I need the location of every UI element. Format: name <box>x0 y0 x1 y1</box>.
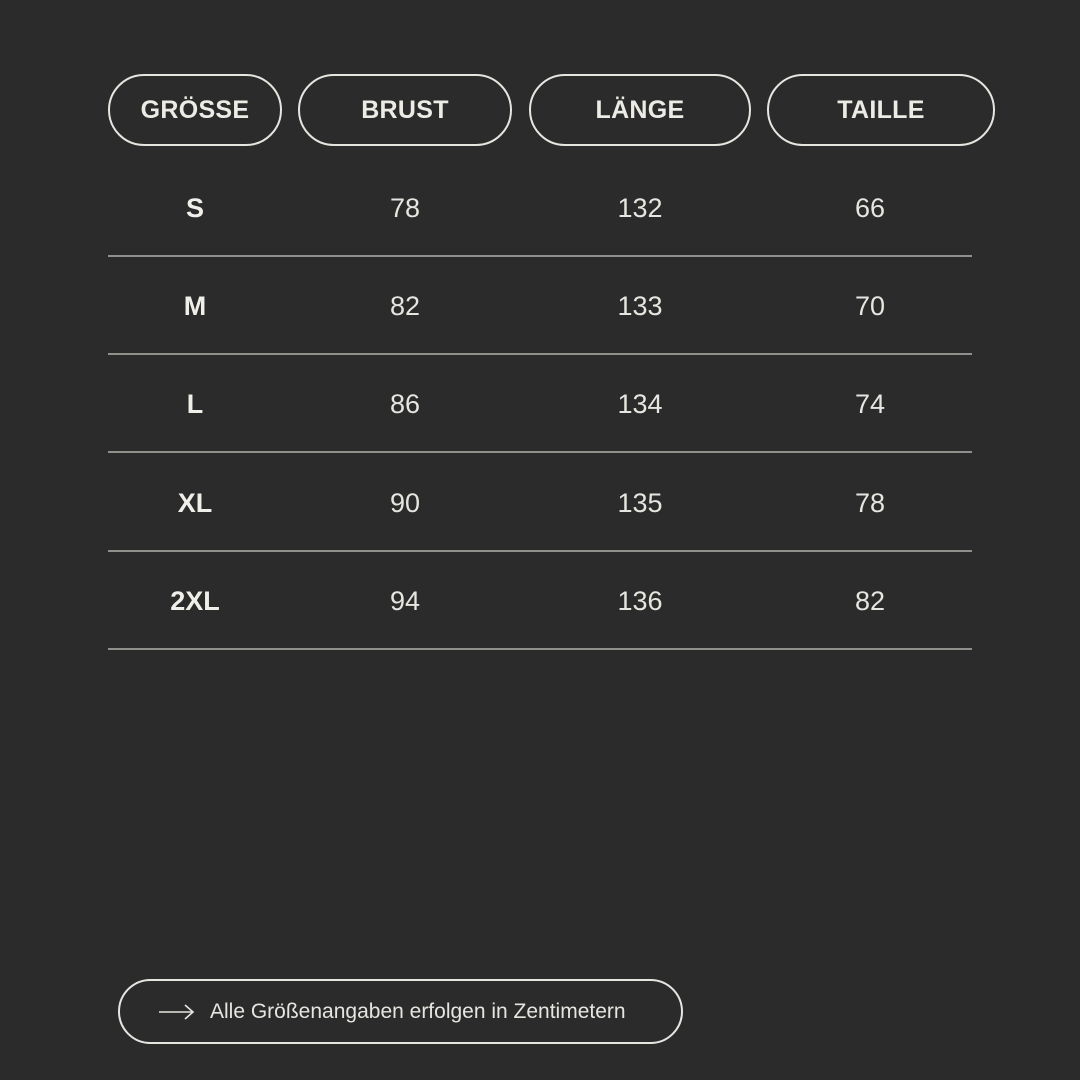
header-length-label: LÄNGE <box>595 95 685 124</box>
header-waist-label: TAILLE <box>837 95 925 124</box>
waist-cell: 74 <box>854 388 886 419</box>
chest-cell: 94 <box>389 585 421 616</box>
units-note <box>118 979 683 1044</box>
size-cell: XL <box>177 487 213 518</box>
header-length <box>529 74 751 146</box>
table-row <box>108 552 972 650</box>
waist-cell: 82 <box>854 585 886 616</box>
row-divider <box>108 648 972 650</box>
length-cell: 132 <box>617 192 663 223</box>
chest-cell: 78 <box>389 192 421 223</box>
table-row <box>108 454 972 552</box>
size-cell: M <box>183 290 207 321</box>
waist-cell: 78 <box>854 487 886 518</box>
chest-cell: 86 <box>389 388 421 419</box>
header-waist <box>767 74 995 146</box>
size-cell: 2XL <box>170 585 220 616</box>
units-note-text: Alle Größenangaben erfolgen in Zentimetern <box>210 999 626 1023</box>
header-chest <box>298 74 512 146</box>
header-size-label: GRÖSSE <box>140 95 250 124</box>
chest-cell: 82 <box>389 290 421 321</box>
table-row <box>108 159 972 257</box>
length-cell: 134 <box>617 388 663 419</box>
arrow-right-icon <box>158 1001 196 1023</box>
table-row <box>108 355 972 453</box>
waist-cell: 70 <box>854 290 886 321</box>
header-chest-label: BRUST <box>361 95 449 124</box>
size-cell: S <box>185 192 204 223</box>
size-cell: L <box>186 388 204 419</box>
table-row <box>108 257 972 355</box>
row-divider <box>108 451 972 453</box>
length-cell: 135 <box>617 487 663 518</box>
header-size <box>108 74 282 146</box>
waist-cell: 66 <box>854 192 886 223</box>
chest-cell: 90 <box>389 487 421 518</box>
length-cell: 133 <box>617 290 663 321</box>
length-cell: 136 <box>617 585 663 616</box>
